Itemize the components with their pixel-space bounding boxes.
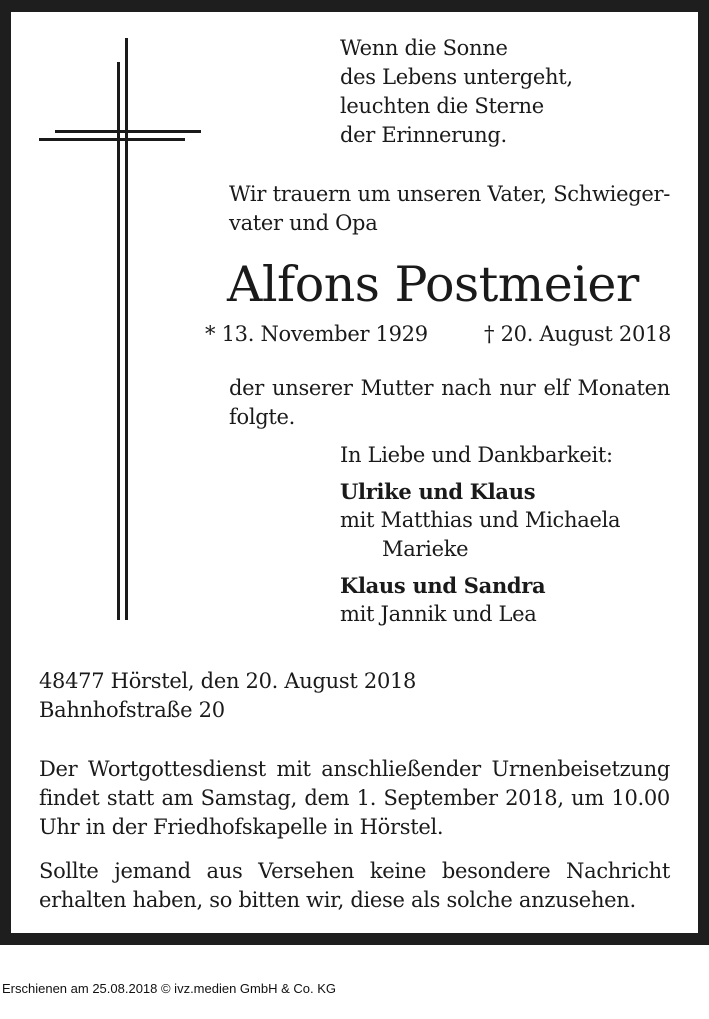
family-line: mit Matthias und Michaela	[340, 508, 621, 532]
poem-line: leuchten die Sterne	[340, 94, 544, 118]
family-names: Ulrike und Klaus	[340, 479, 536, 504]
birth-date: * 13. November 1929	[205, 322, 428, 346]
family-names: Klaus und Sandra	[340, 573, 546, 598]
intro-line: vater und Opa	[229, 211, 378, 235]
poem-line: Wenn die Sonne	[340, 36, 508, 60]
place-date: 48477 Hörstel, den 20. August 2018	[39, 669, 417, 693]
family-line: mit Jannik und Lea	[340, 602, 537, 626]
service-line: Der Wortgottesdienst mit anschließender Urnenbeisetzung	[39, 757, 670, 781]
service-line: Uhr in der Friedhofskapelle in Hörstel.	[39, 815, 444, 839]
family-line: Marieke	[382, 537, 469, 561]
closing-phrase: In Liebe und Dankbarkeit:	[340, 443, 613, 467]
followed-line: der unserer Mutter nach nur elf Monaten	[229, 376, 670, 400]
followed-line: folgte.	[229, 405, 296, 429]
death-date: † 20. August 2018	[484, 322, 672, 346]
publication-credit: Erschienen am 25.08.2018 © ivz.medien GmbH & Co. KG	[2, 981, 337, 996]
note-line: erhalten haben, so bitten wir, diese als solche anzusehen.	[39, 888, 636, 912]
note-line: Sollte jemand aus Versehen keine besondere Nachricht	[39, 859, 670, 883]
address: Bahnhofstraße 20	[39, 698, 225, 722]
deceased-name: Alfons Postmeier	[227, 256, 639, 313]
poem-line: der Erinnerung.	[340, 123, 507, 147]
poem-line: des Lebens untergeht,	[340, 65, 573, 89]
service-line: findet statt am Samstag, dem 1. September 2018, um 10.00	[39, 786, 670, 810]
intro-line: Wir trauern um unseren Vater, Schwieger-	[229, 182, 670, 206]
